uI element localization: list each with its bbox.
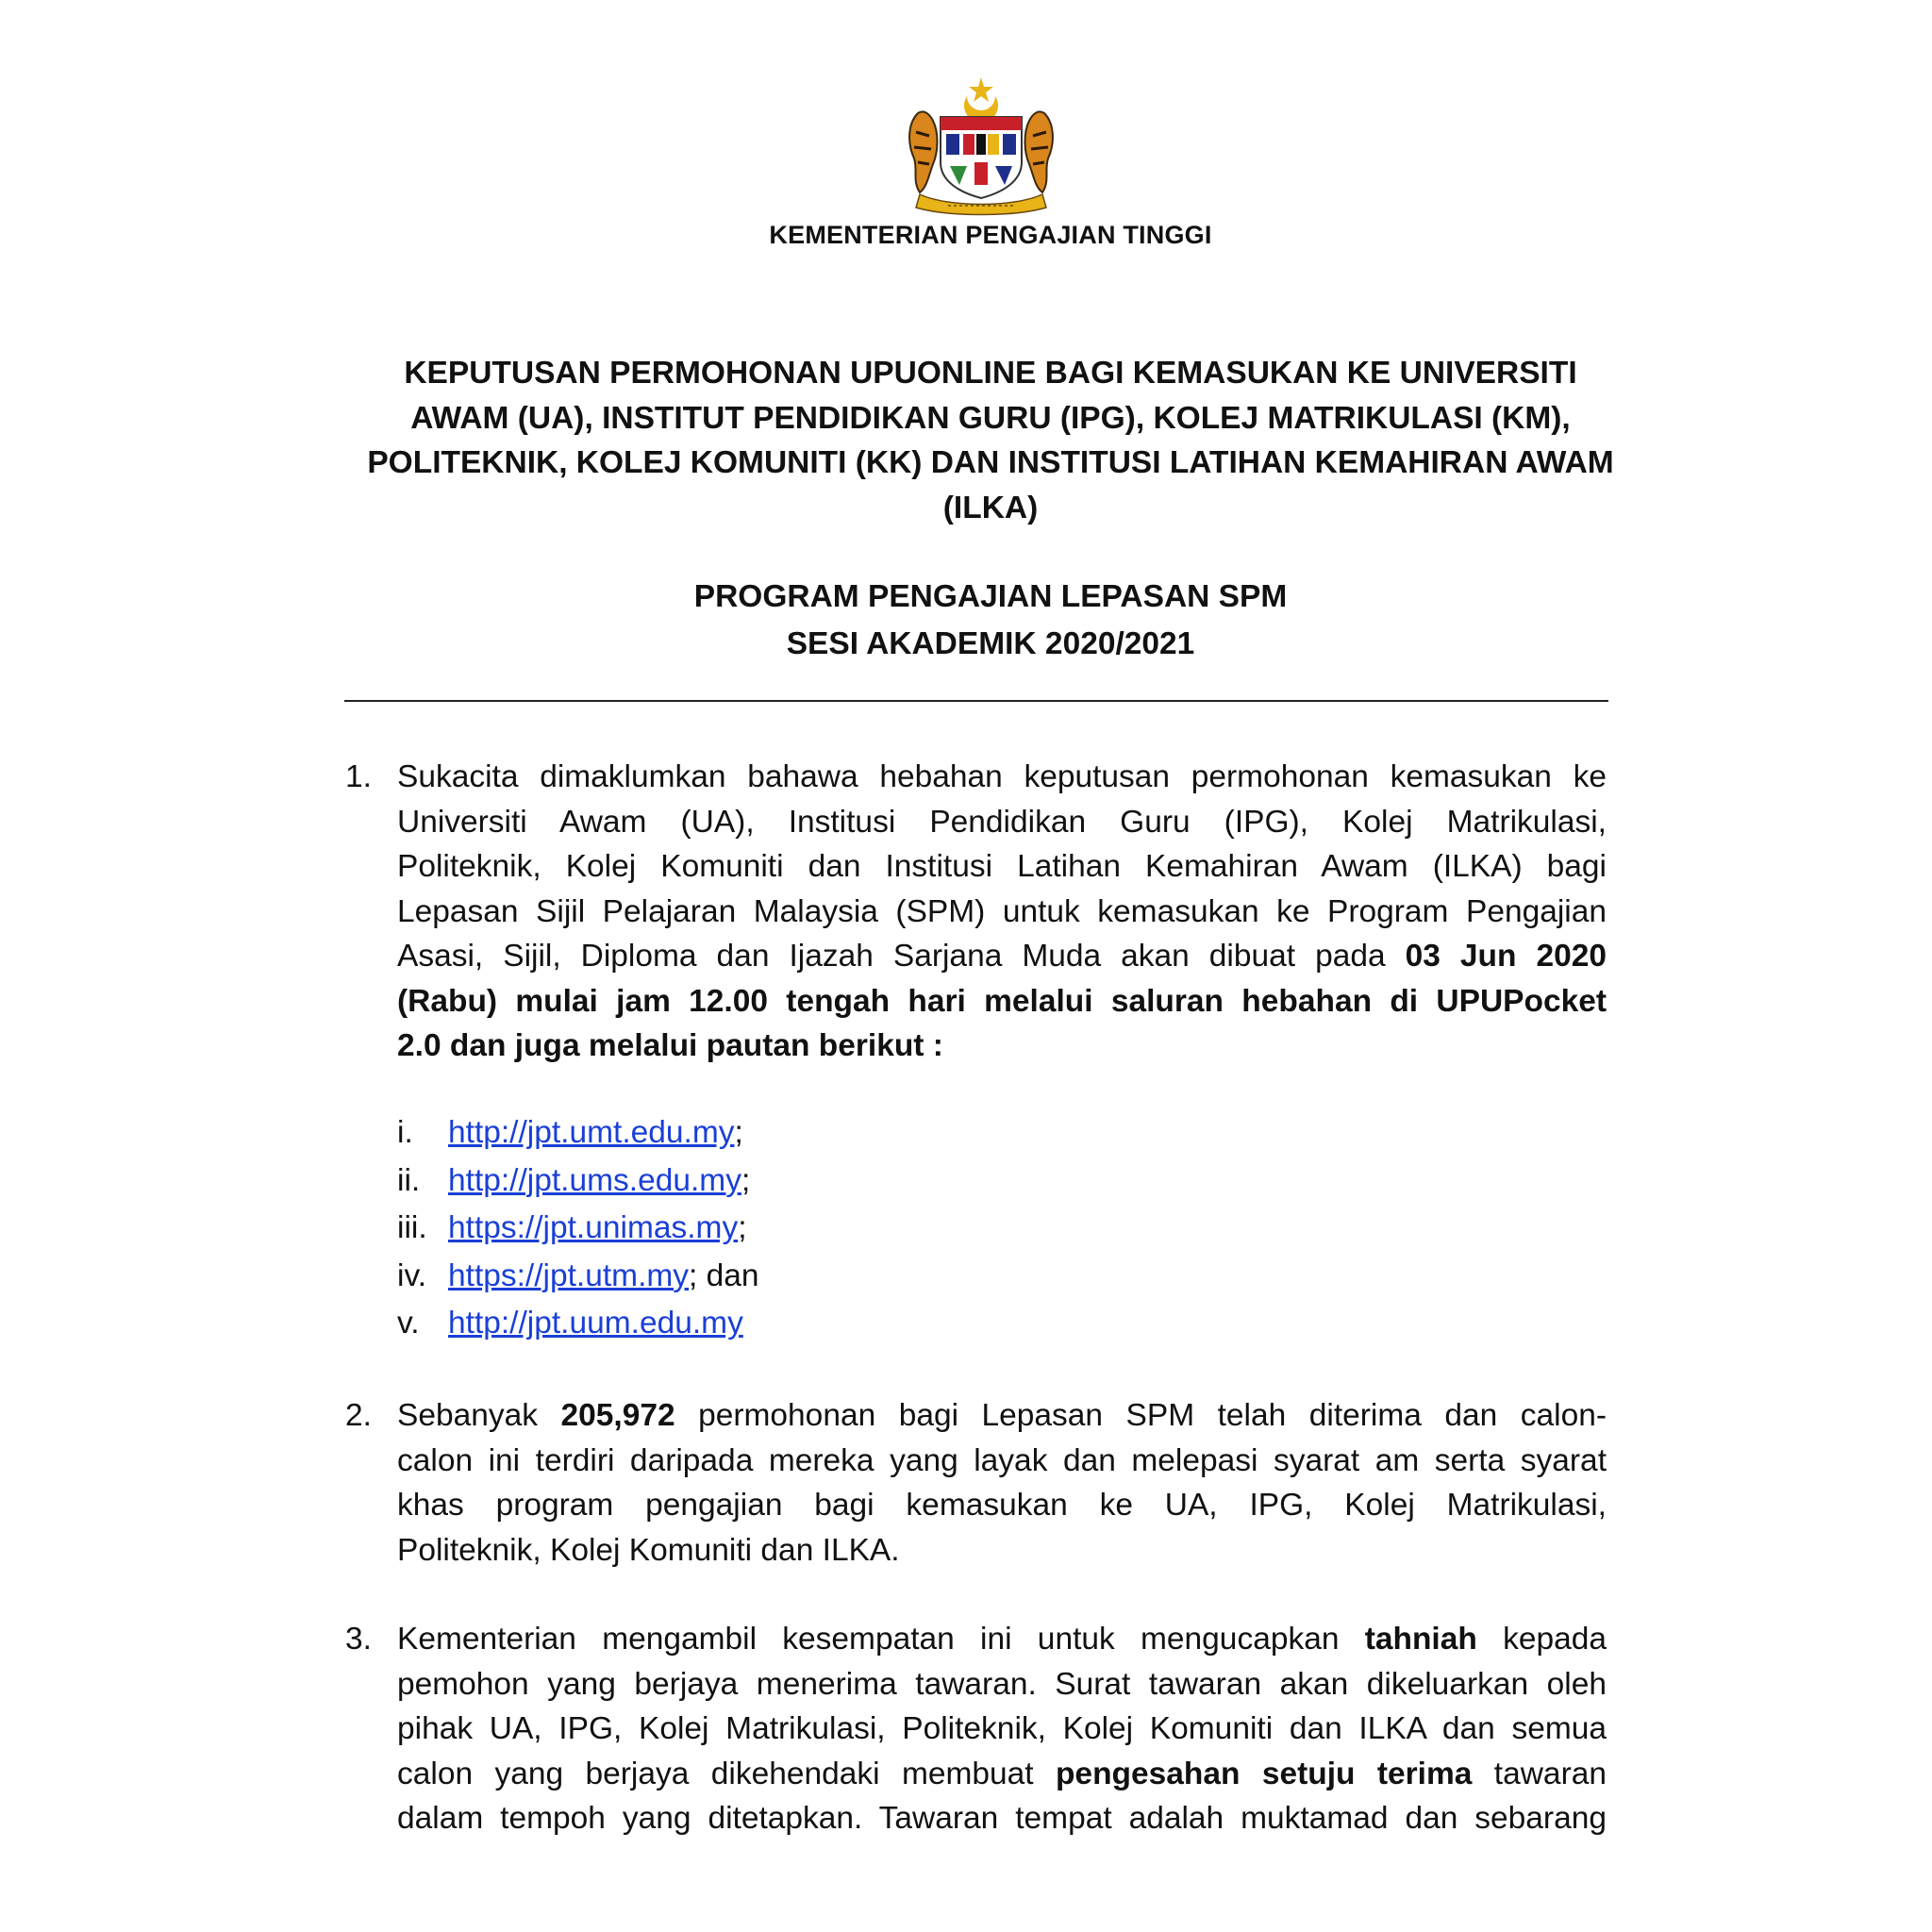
text-run: calon yang berjaya dikehendaki membuat [397,1756,1056,1791]
paragraph-number: 2. [345,1398,372,1433]
title-line: KEPUTUSAN PERMOHONAN UPUONLINE BAGI KEMASUKAN KE UNIVERSITI [404,356,1577,391]
link-jpt-umt[interactable]: http://jpt.umt.edu.my [448,1115,735,1150]
paragraph-line [397,1617,1607,1662]
link-suffix: ; [738,1210,747,1245]
paragraph-line: (Rabu) mulai jam 12.00 tengah hari melalui saluran hebahan di UPUPocket [397,983,1607,1019]
paragraph-3 [345,1617,1607,1841]
paragraph-line [397,1393,1607,1439]
text-run: Sebanyak [397,1398,561,1433]
paragraph-line: calon ini terdiri daripada mereka yang layak dan melepasi syarat am serta syarat [397,1442,1607,1478]
paragraph-line: Universiti Awam (UA), Institusi Pendidikan Guru (IPG), Kolej Matrikulasi, [397,804,1607,840]
paragraph-number: 3. [345,1622,372,1657]
subtitle-program: PROGRAM PENGAJIAN LEPASAN SPM [693,579,1288,614]
ministry-name: KEMENTERIAN PENGAJIAN TINGGI [769,221,1212,249]
link-jpt-uum[interactable]: http://jpt.uum.edu.my [448,1306,743,1341]
paragraph-1 [345,755,1607,1069]
divider-line [344,700,1608,702]
paragraph-line: Lepasan Sijil Pelajaran Malaysia (SPM) untuk kemasukan ke Program Pengajian [397,893,1607,929]
application-count: 205,972 [560,1398,675,1433]
text-run: permohonan bagi Lepasan SPM telah diterima dan calon- [675,1398,1607,1433]
paragraph-line [397,1752,1607,1797]
paragraph-2 [345,1393,1607,1573]
subtitle-session: SESI AKADEMIK 2020/2021 [786,626,1195,661]
paragraph-line: Sukacita dimaklumkan bahawa hebahan keputusan permohonan kemasukan ke [397,759,1607,794]
link-suffix: ; [741,1162,751,1198]
coat-of-arms-logo [901,75,1061,217]
date-highlight: 03 Jun 2020 [1405,939,1607,974]
paragraph-line: Politeknik, Kolej Komuniti dan Institusi Latihan Kemahiran Awam (ILKA) bagi [397,849,1607,884]
text-run: Kementerian mengambil kesempatan ini untuk mengucapkan [397,1622,1365,1657]
list-numeral: iii. [397,1210,427,1245]
link-jpt-unimas[interactable]: https://jpt.unimas.my [448,1210,739,1245]
paragraph-number: 1. [345,759,372,794]
title-line: AWAM (UA), INSTITUT PENDIDIKAN GURU (IPG), KOLEJ MATRIKULASI (KM), [410,400,1571,436]
link-jpt-utm[interactable]: https://jpt.utm.my [448,1257,690,1293]
paragraph-line: Politeknik, Kolej Komuniti dan ILKA. [397,1532,900,1568]
text-run: tawaran [1472,1756,1607,1791]
acceptance-highlight: pengesahan setuju terima [1055,1756,1473,1791]
document-title [283,351,1698,530]
congrats-highlight: tahniah [1364,1622,1477,1657]
paragraph-line: 2.0 dan juga melalui pautan berikut : [397,1028,943,1063]
text-run: kepada [1476,1622,1607,1657]
paragraph-line [397,934,1607,979]
paragraph-line: dalam tempoh yang ditetapkan. Tawaran tempat adalah muktamad dan sebarang [397,1801,1607,1836]
list-numeral: ii. [397,1162,421,1198]
text-run: Asasi, Sijil, Diploma dan Ijazah Sarjana Muda akan dibuat pada [397,939,1406,974]
link-suffix: ; [734,1115,743,1150]
link-jpt-ums[interactable]: http://jpt.ums.edu.my [448,1162,741,1198]
link-suffix: ; dan [689,1257,759,1293]
paragraph-line: pihak UA, IPG, Kolej Matrikulasi, Politeknik, Kolej Komuniti dan ILKA dan semua [397,1711,1607,1746]
list-numeral: iv. [397,1257,427,1293]
paragraph-line: pemohon yang berjaya menerima tawaran. Surat tawaran akan dikeluarkan oleh [397,1666,1607,1702]
paragraph-line: khas program pengajian bagi kemasukan ke UA, IPG, Kolej Matrikulasi, [397,1488,1607,1523]
title-line: (ILKA) [942,490,1039,525]
list-numeral: v. [397,1306,420,1341]
list-numeral: i. [397,1115,413,1150]
title-line: POLITEKNIK, KOLEJ KOMUNITI (KK) DAN INSTITUSI LATIHAN KEMAHIRAN AWAM [367,445,1614,480]
document-subtitle [283,574,1698,668]
